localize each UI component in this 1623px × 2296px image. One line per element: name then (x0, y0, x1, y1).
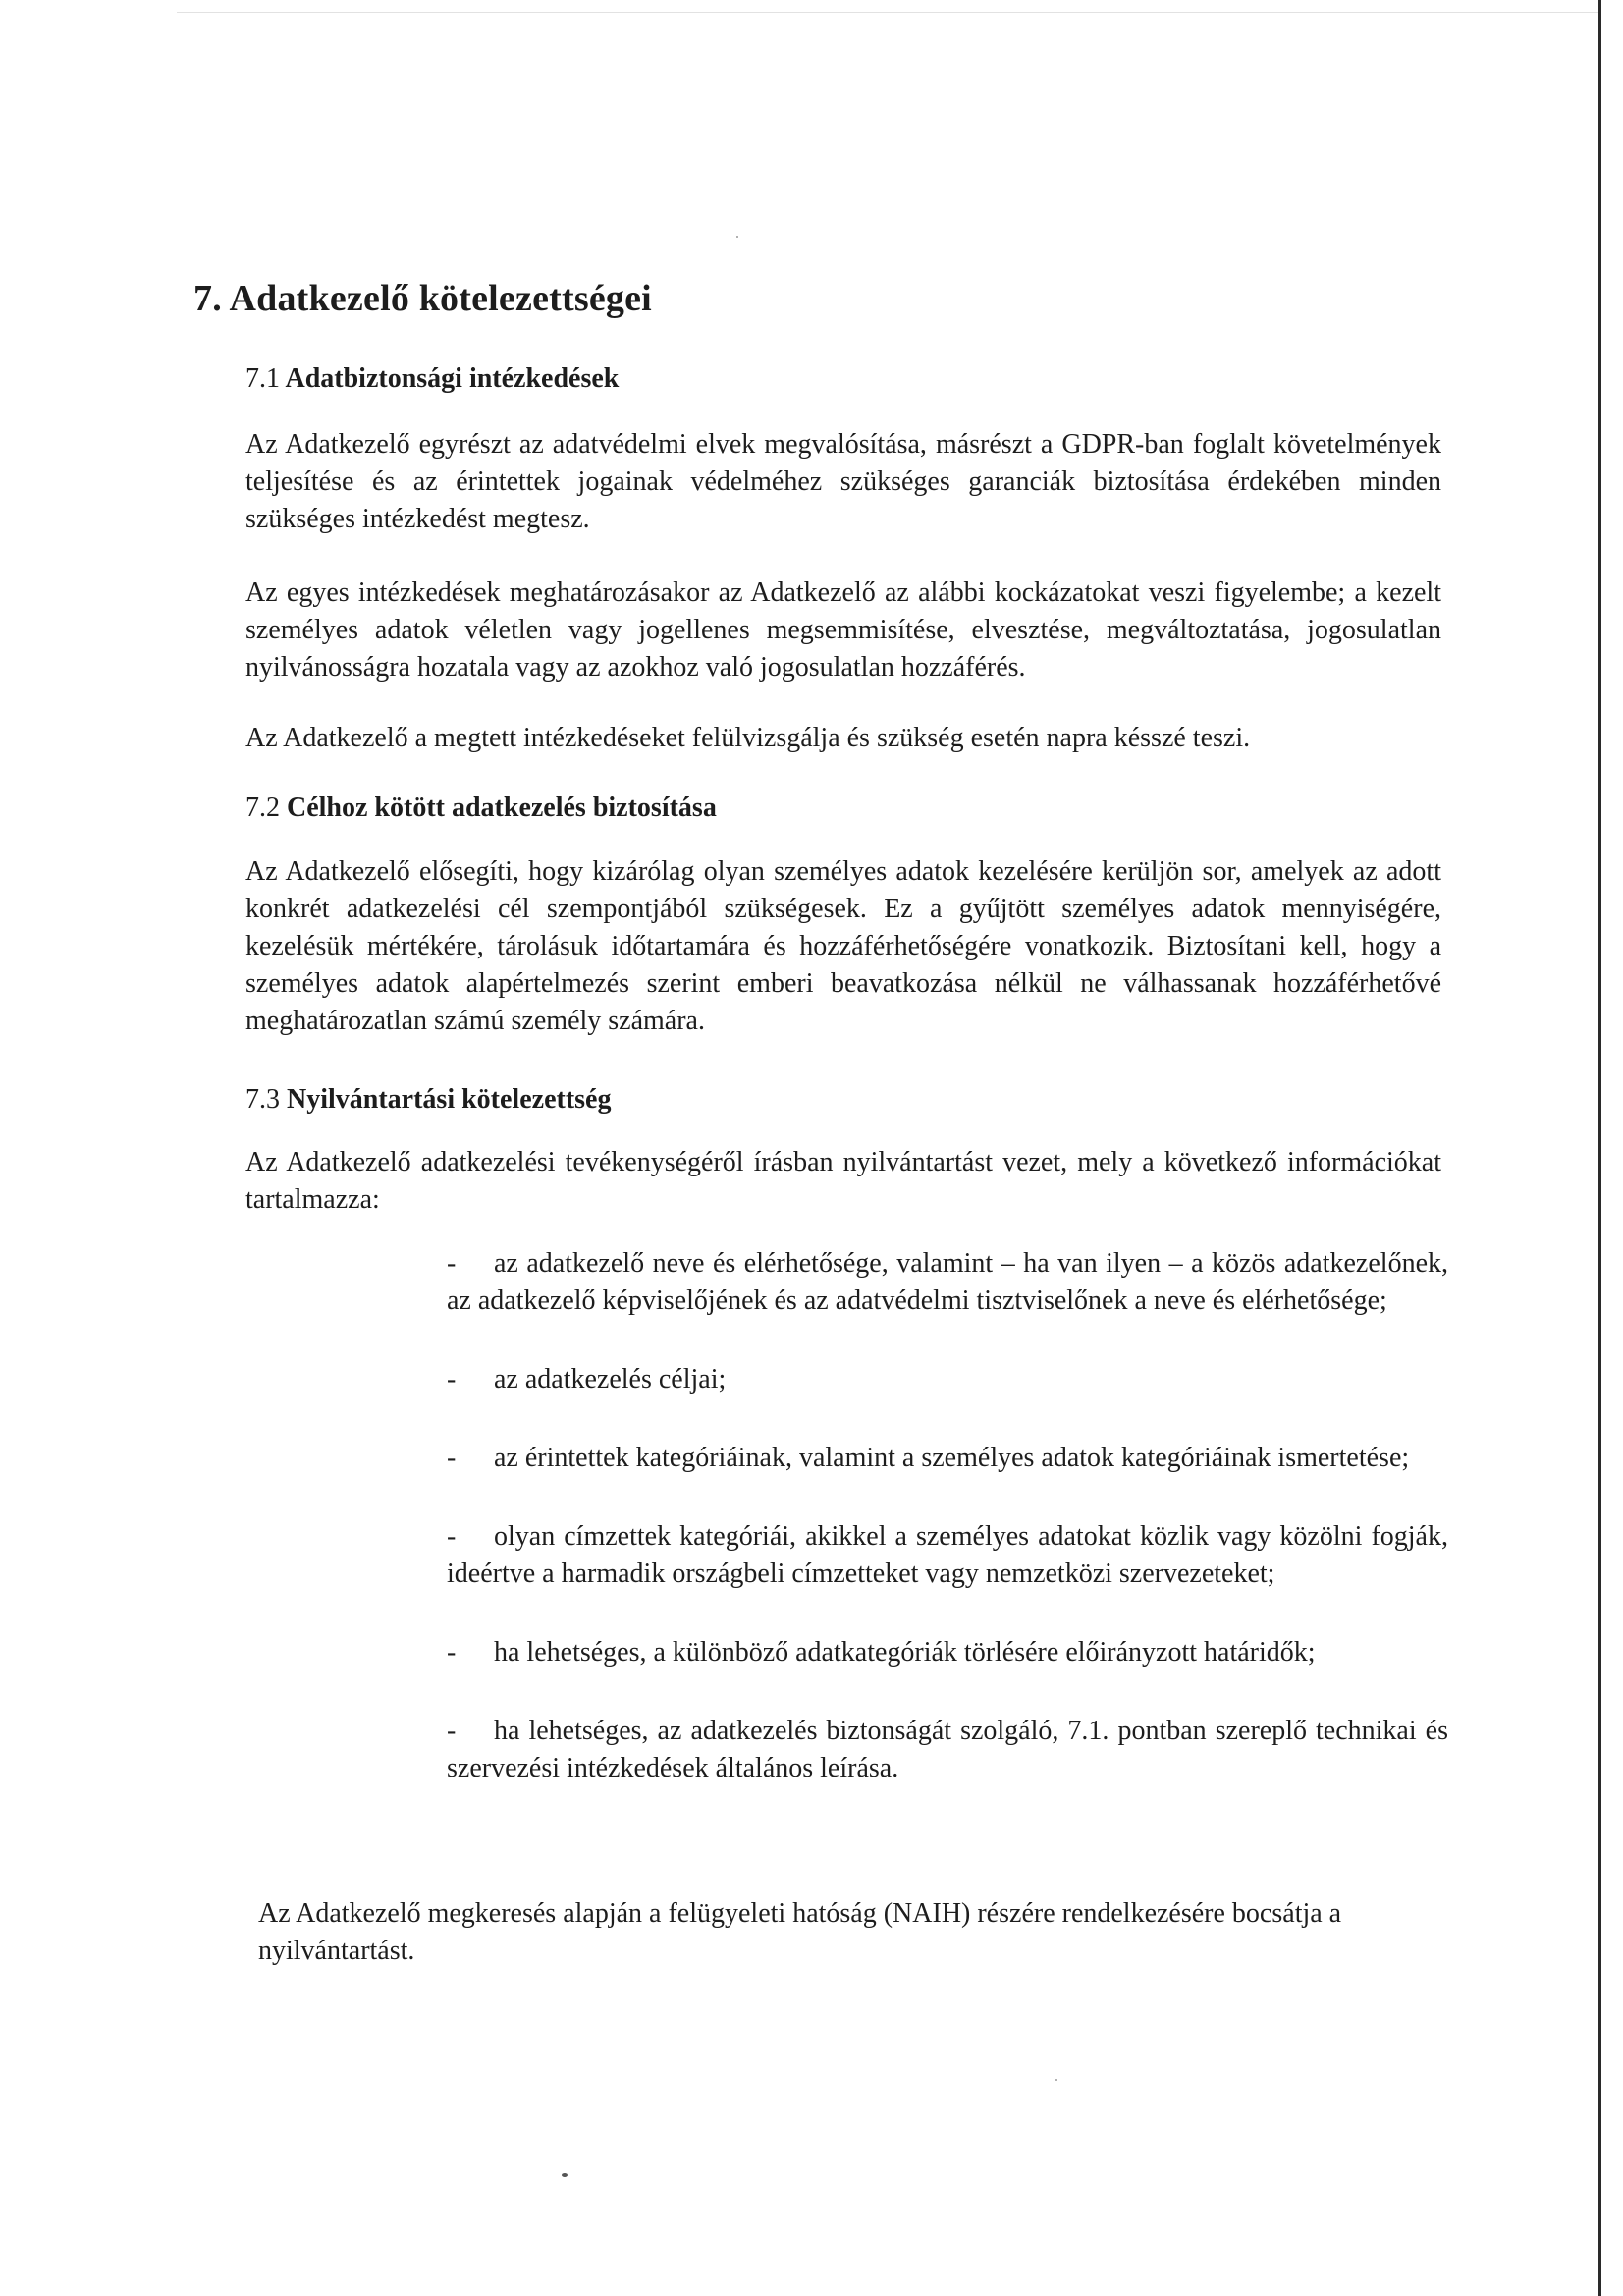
list-marker: - (447, 1637, 457, 1667)
paragraph-7-1-c: Az Adatkezelő a megtett intézkedéseket felülvizsgálja és szükség esetén napra késszé teszi. (245, 723, 1251, 753)
scan-speck (562, 2173, 568, 2177)
list-marker: - (447, 1521, 457, 1552)
paragraph-7-2-a: Az Adatkezelő elősegíti, hogy kizárólag olyan személyes adatok kezelésére kerüljön sor, amelyek az adott konkrét adatkezelési cél szempontjából szükségesek. Ez a gyűjtött személyes adatok mennyiségére, kezelésük mértékére, tárolásuk időtartamára és hozzáférhetőségére vonatkozik. Biztosítani kell, hogy a személyes adatok alapértelmezés szerint emberi beavatkozása nélkül ne válhassanak hozzáférhetővé meghatározatlan számú személy számára. (245, 856, 1441, 1036)
scan-speck (1055, 2079, 1057, 2081)
list-item (447, 1634, 1448, 1671)
list-item (447, 1713, 1448, 1787)
section-title-text: Nyilvántartási kötelezettség (287, 1084, 612, 1115)
list-item-text: az érintettek kategóriáinak, valamint a személyes adatok kategóriáinak ismertetése; (494, 1443, 1410, 1473)
list-item (447, 1245, 1448, 1320)
list-item (447, 1440, 1448, 1477)
list-item-text: az adatkezelés céljai; (494, 1364, 727, 1394)
list-item-text: ha lehetséges, az adatkezelés biztonságát szolgáló, 7.1. pontban szereplő technikai és szervezési intézkedések általános leírása. (447, 1716, 1448, 1783)
list-marker: - (447, 1443, 457, 1473)
scan-top-edge (177, 12, 1600, 13)
section-heading-7-1 (245, 363, 619, 395)
section-number: 7.2 (245, 793, 280, 823)
section-number: 7.1 (245, 363, 280, 394)
scan-speck (736, 236, 738, 238)
list-item (447, 1518, 1448, 1593)
section-heading-7-2 (245, 793, 717, 824)
section-title-text: Adatbiztonsági intézkedések (285, 363, 620, 394)
record-contents-list (447, 1245, 1448, 1829)
paragraph-7-1-a: Az Adatkezelő egyrészt az adatvédelmi elvek megvalósítása, másrészt a GDPR-ban foglalt követelmények teljesítése és az érintettek jogainak védelméhez szükséges garanciák biztosítása érdekében minden szükséges intézkedést megtesz. (245, 429, 1441, 534)
chapter-title: 7. Adatkezelő kötelezettségei (193, 278, 652, 319)
list-marker: - (447, 1248, 457, 1279)
paragraph-7-1-b: Az egyes intézkedések meghatározásakor az Adatkezelő az alábbi kockázatokat veszi figyelembe; a kezelt személyes adatok véletlen vagy jogellenes megsemmisítése, elvesztése, megváltoztatása, jogosulatlan nyilvánosságra hozatala vagy az azokhoz való jogosulatlan hozzáférés. (245, 577, 1441, 683)
list-item-text: olyan címzettek kategóriái, akikkel a személyes adatokat közlik vagy közölni fogják, ideértve a harmadik országbeli címzetteket vagy nemzetközi szervezeteket; (447, 1521, 1448, 1589)
list-item-text: az adatkezelő neve és elérhetősége, valamint – ha van ilyen – a közös adatkezelőnek, az adatkezelő képviselőjének és az adatvédelmi tisztviselőnek a neve és elérhetősége; (447, 1248, 1448, 1316)
section-number: 7.3 (245, 1084, 280, 1115)
section-title-text: Célhoz kötött adatkezelés biztosítása (287, 793, 717, 823)
list-marker: - (447, 1364, 457, 1394)
scan-right-edge (1598, 0, 1601, 2296)
list-marker: - (447, 1716, 457, 1746)
list-item-text: ha lehetséges, a különböző adatkategóriák törlésére előirányzott határidők; (494, 1637, 1316, 1667)
section-heading-7-3 (245, 1084, 611, 1116)
list-item (447, 1361, 1448, 1398)
paragraph-7-3-closing: Az Adatkezelő megkeresés alapján a felügyeleti hatóság (NAIH) részére rendelkezésére bocsátja a nyilvántartást. (258, 1898, 1342, 1966)
paragraph-7-3-intro: Az Adatkezelő adatkezelési tevékenységéről írásban nyilvántartást vezet, mely a következő információkat tartalmazza: (245, 1147, 1441, 1215)
